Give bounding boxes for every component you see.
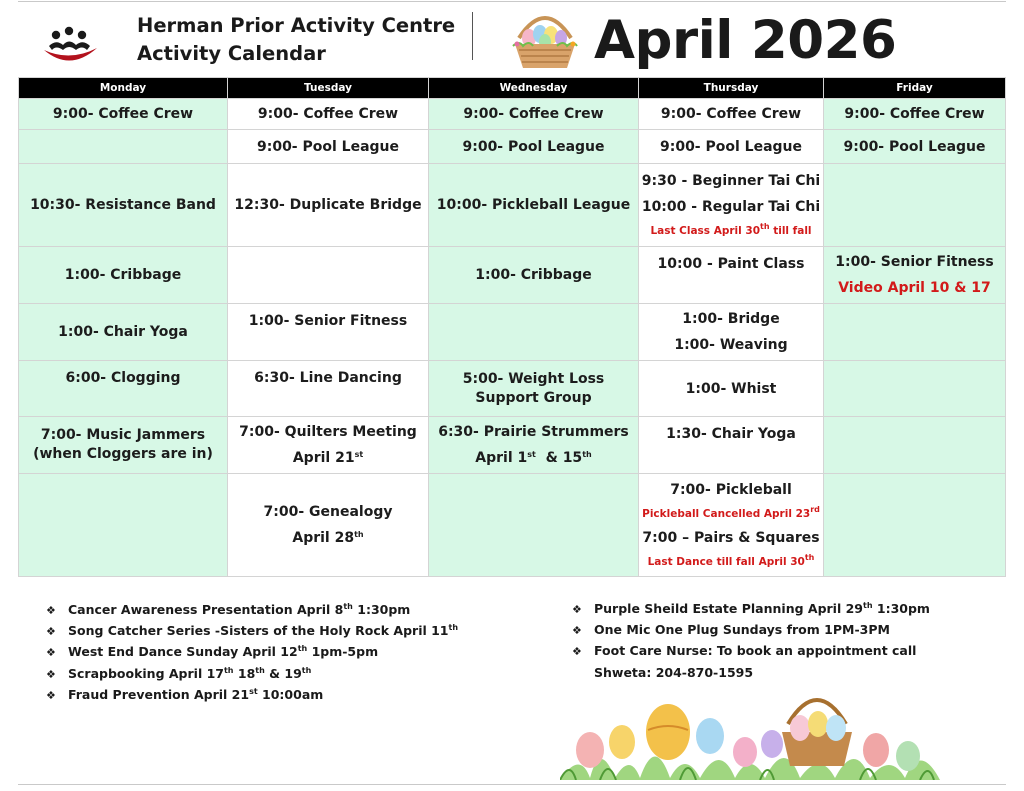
cell-mon xyxy=(19,164,228,247)
cell-wed xyxy=(429,417,639,474)
cell-tue xyxy=(228,474,429,577)
cell-tue xyxy=(228,417,429,474)
cell-tue xyxy=(228,361,429,417)
activity: 5:00- Weight Loss xyxy=(462,370,605,387)
cell-thu xyxy=(639,164,824,247)
activity: 1:00- Chair Yoga xyxy=(58,324,188,340)
notes-right-list xyxy=(572,599,930,683)
cell-wed xyxy=(429,474,639,577)
activity: 9:00- Pool League xyxy=(659,138,803,155)
table-row xyxy=(19,247,1006,304)
bottom-rule xyxy=(18,784,1006,785)
date-text: April 1 xyxy=(475,450,528,466)
ordinal-suffix: st xyxy=(527,450,536,459)
cell-tue xyxy=(228,164,429,247)
activity: 6:00- Clogging xyxy=(65,370,181,386)
activity: 1:00- Senior Fitness xyxy=(248,313,408,329)
month-title: April 2026 xyxy=(594,10,897,71)
activity: 10:00- Pickleball League xyxy=(436,197,631,213)
list-item xyxy=(46,664,458,685)
activity-date xyxy=(230,525,426,551)
activity: 7:00- Quilters Meeting xyxy=(239,424,417,440)
activity: 7:00 – Pairs & Squares xyxy=(642,530,820,546)
cell-tue xyxy=(228,247,429,304)
table-row xyxy=(19,304,1006,361)
cell-wed xyxy=(429,361,639,417)
ordinal-suffix: st xyxy=(249,686,258,696)
note-text: 1:30pm xyxy=(872,601,930,616)
ordinal-suffix: th xyxy=(863,601,873,610)
cell-fri xyxy=(824,474,1006,577)
table-row xyxy=(19,99,1006,130)
bullet-diamond-icon: ❖ xyxy=(46,646,56,660)
cell-fri xyxy=(824,247,1006,304)
bullet-diamond-icon: ❖ xyxy=(572,603,582,616)
cell-mon xyxy=(19,99,228,130)
activity: 10:00 - Regular Tai Chi xyxy=(641,199,821,215)
easter-basket-icon xyxy=(505,4,585,74)
table-row xyxy=(19,417,1006,474)
cell-thu xyxy=(639,417,824,474)
easter-eggs-grass-icon xyxy=(560,680,940,780)
table-row xyxy=(19,361,1006,417)
list-item xyxy=(572,599,930,620)
bullet-diamond-icon: ❖ xyxy=(46,667,56,681)
activity: 7:00- Genealogy xyxy=(263,504,393,520)
activity: (when Cloggers are in) xyxy=(33,446,213,462)
note-text: till fall xyxy=(769,225,812,237)
day-header-friday: Friday xyxy=(824,78,1006,99)
activity: 10:00 - Paint Class xyxy=(657,256,805,272)
cell-mon xyxy=(19,304,228,361)
activity-note xyxy=(641,503,821,525)
activity: 9:00- Pool League xyxy=(843,138,986,155)
activity: Support Group xyxy=(475,389,592,406)
ordinal-suffix: th xyxy=(297,644,308,654)
bullet-diamond-icon: ❖ xyxy=(46,604,56,617)
table-row xyxy=(19,164,1006,247)
page-header xyxy=(0,0,1024,77)
activity: 12:30- Duplicate Bridge xyxy=(234,197,422,213)
org-name: Herman Prior Activity Centre xyxy=(137,14,456,37)
cell-wed xyxy=(429,130,639,164)
ordinal-suffix: th xyxy=(582,450,592,459)
cell-thu xyxy=(639,130,824,164)
ordinal-suffix: th xyxy=(223,665,234,675)
cell-mon xyxy=(19,361,228,417)
note-text: Cancer Awareness Presentation April 8 xyxy=(68,602,344,617)
note-text: Last Class April 30 xyxy=(650,225,761,237)
activity: 9:30 - Beginner Tai Chi xyxy=(641,173,821,189)
activity: 7:00- Pickleball xyxy=(670,482,792,498)
day-header-monday: Monday xyxy=(19,78,228,99)
day-header-tuesday: Tuesday xyxy=(228,78,429,99)
activity: 9:00- Coffee Crew xyxy=(257,106,399,122)
note-text: 18 xyxy=(233,665,256,681)
cell-wed xyxy=(429,164,639,247)
ordinal-suffix: st xyxy=(354,450,364,459)
cell-fri xyxy=(824,417,1006,474)
cell-fri xyxy=(824,164,1006,247)
activity: 9:00- Coffee Crew xyxy=(844,106,985,122)
cell-mon xyxy=(19,417,228,474)
phone-line: Shweta: 204-870-1595 xyxy=(594,664,754,680)
activity: 7:00- Music Jammers xyxy=(40,427,206,443)
cell-thu xyxy=(639,99,824,130)
activity: 1:00- Weaving xyxy=(674,337,788,353)
activity: 1:00- Whist xyxy=(685,380,777,397)
note-text: West End Dance Sunday April 12 xyxy=(68,644,298,660)
activity: 9:00- Coffee Crew xyxy=(660,106,802,122)
note-text: One Mic One Plug Sundays from 1PM-3PM xyxy=(594,622,890,638)
cell-mon xyxy=(19,130,228,164)
date-text: April 21 xyxy=(292,450,355,466)
note-text: Last Dance till fall April 30 xyxy=(647,556,805,568)
activity: 1:00- Cribbage xyxy=(475,267,592,283)
activity: 9:00- Pool League xyxy=(462,138,605,155)
cell-thu xyxy=(639,361,824,417)
activity: 6:30- Prairie Strummers xyxy=(438,424,629,440)
activity: 1:00- Cribbage xyxy=(64,267,182,283)
notes-left-list xyxy=(46,600,458,706)
list-item xyxy=(46,642,458,663)
activity: 9:00- Coffee Crew xyxy=(463,106,604,122)
cell-fri xyxy=(824,361,1006,417)
list-item xyxy=(572,641,930,662)
ordinal-suffix: th xyxy=(343,602,353,611)
ordinal-suffix: th xyxy=(255,665,265,675)
cell-tue xyxy=(228,99,429,130)
note-text: Fraud Prevention April 21 xyxy=(68,686,250,702)
ordinal-suffix: th xyxy=(804,553,815,562)
activity: 1:00- Bridge xyxy=(682,311,780,327)
activity-date xyxy=(431,445,636,471)
cell-tue xyxy=(228,304,429,361)
table-row xyxy=(19,474,1006,577)
cell-wed xyxy=(429,304,639,361)
cell-wed xyxy=(429,99,639,130)
bullet-diamond-icon: ❖ xyxy=(572,645,582,659)
cell-mon xyxy=(19,474,228,577)
activity-note xyxy=(641,220,821,242)
note-text: Scrapbooking April 17 xyxy=(68,665,224,681)
header-divider xyxy=(472,12,473,60)
ordinal-suffix: th xyxy=(448,623,459,633)
activity-date xyxy=(230,445,426,471)
note-text: 1:30pm xyxy=(352,602,411,617)
date-text: April 28 xyxy=(292,530,355,546)
note-text: Song Catcher Series -Sisters of the Holy Rock April 11 xyxy=(68,623,449,639)
cell-fri xyxy=(824,99,1006,130)
activity-note: Video April 10 & 17 xyxy=(838,280,991,296)
note-text: Purple Sheild Estate Planning April 29 xyxy=(594,601,863,616)
activity: 9:00- Pool League xyxy=(256,138,400,155)
activity-note xyxy=(641,551,821,573)
activity: 6:30- Line Dancing xyxy=(254,370,402,386)
note-text: & 19 xyxy=(264,665,302,681)
ordinal-suffix: th xyxy=(760,222,770,231)
bullet-diamond-icon: ❖ xyxy=(46,688,56,702)
day-header-thursday: Thursday xyxy=(639,78,824,99)
cell-thu xyxy=(639,304,824,361)
list-item xyxy=(46,600,458,621)
activity-calendar-table xyxy=(18,77,1006,577)
note-text: Pickleball Cancelled April 23 xyxy=(642,508,811,520)
centre-logo-icon xyxy=(40,24,100,66)
activity: 1:30- Chair Yoga xyxy=(666,426,796,442)
cell-mon xyxy=(19,247,228,304)
list-item xyxy=(46,685,458,706)
note-text: 10:00am xyxy=(257,686,324,702)
activity: 1:00- Senior Fitness xyxy=(835,254,994,270)
bullet-diamond-icon: ❖ xyxy=(46,625,56,639)
date-text: & 15 xyxy=(535,450,583,466)
list-item xyxy=(572,620,930,641)
day-header-row xyxy=(19,78,1006,99)
cell-thu xyxy=(639,474,824,577)
ordinal-suffix: rd xyxy=(810,505,820,514)
cell-thu xyxy=(639,247,824,304)
activity: 9:00- Coffee Crew xyxy=(52,106,194,122)
activity: 10:30- Resistance Band xyxy=(30,197,216,213)
note-text: Foot Care Nurse: To book an appointment call xyxy=(594,643,917,659)
cell-fri xyxy=(824,304,1006,361)
note-text: 1pm-5pm xyxy=(307,644,379,660)
list-item xyxy=(46,621,458,642)
cell-tue xyxy=(228,130,429,164)
ordinal-suffix: th xyxy=(354,530,364,539)
calendar-name: Activity Calendar xyxy=(137,42,326,65)
ordinal-suffix: th xyxy=(301,665,312,675)
cell-wed xyxy=(429,247,639,304)
cell-fri xyxy=(824,130,1006,164)
table-row xyxy=(19,130,1006,164)
day-header-wednesday: Wednesday xyxy=(429,78,639,99)
bullet-diamond-icon: ❖ xyxy=(572,624,582,638)
